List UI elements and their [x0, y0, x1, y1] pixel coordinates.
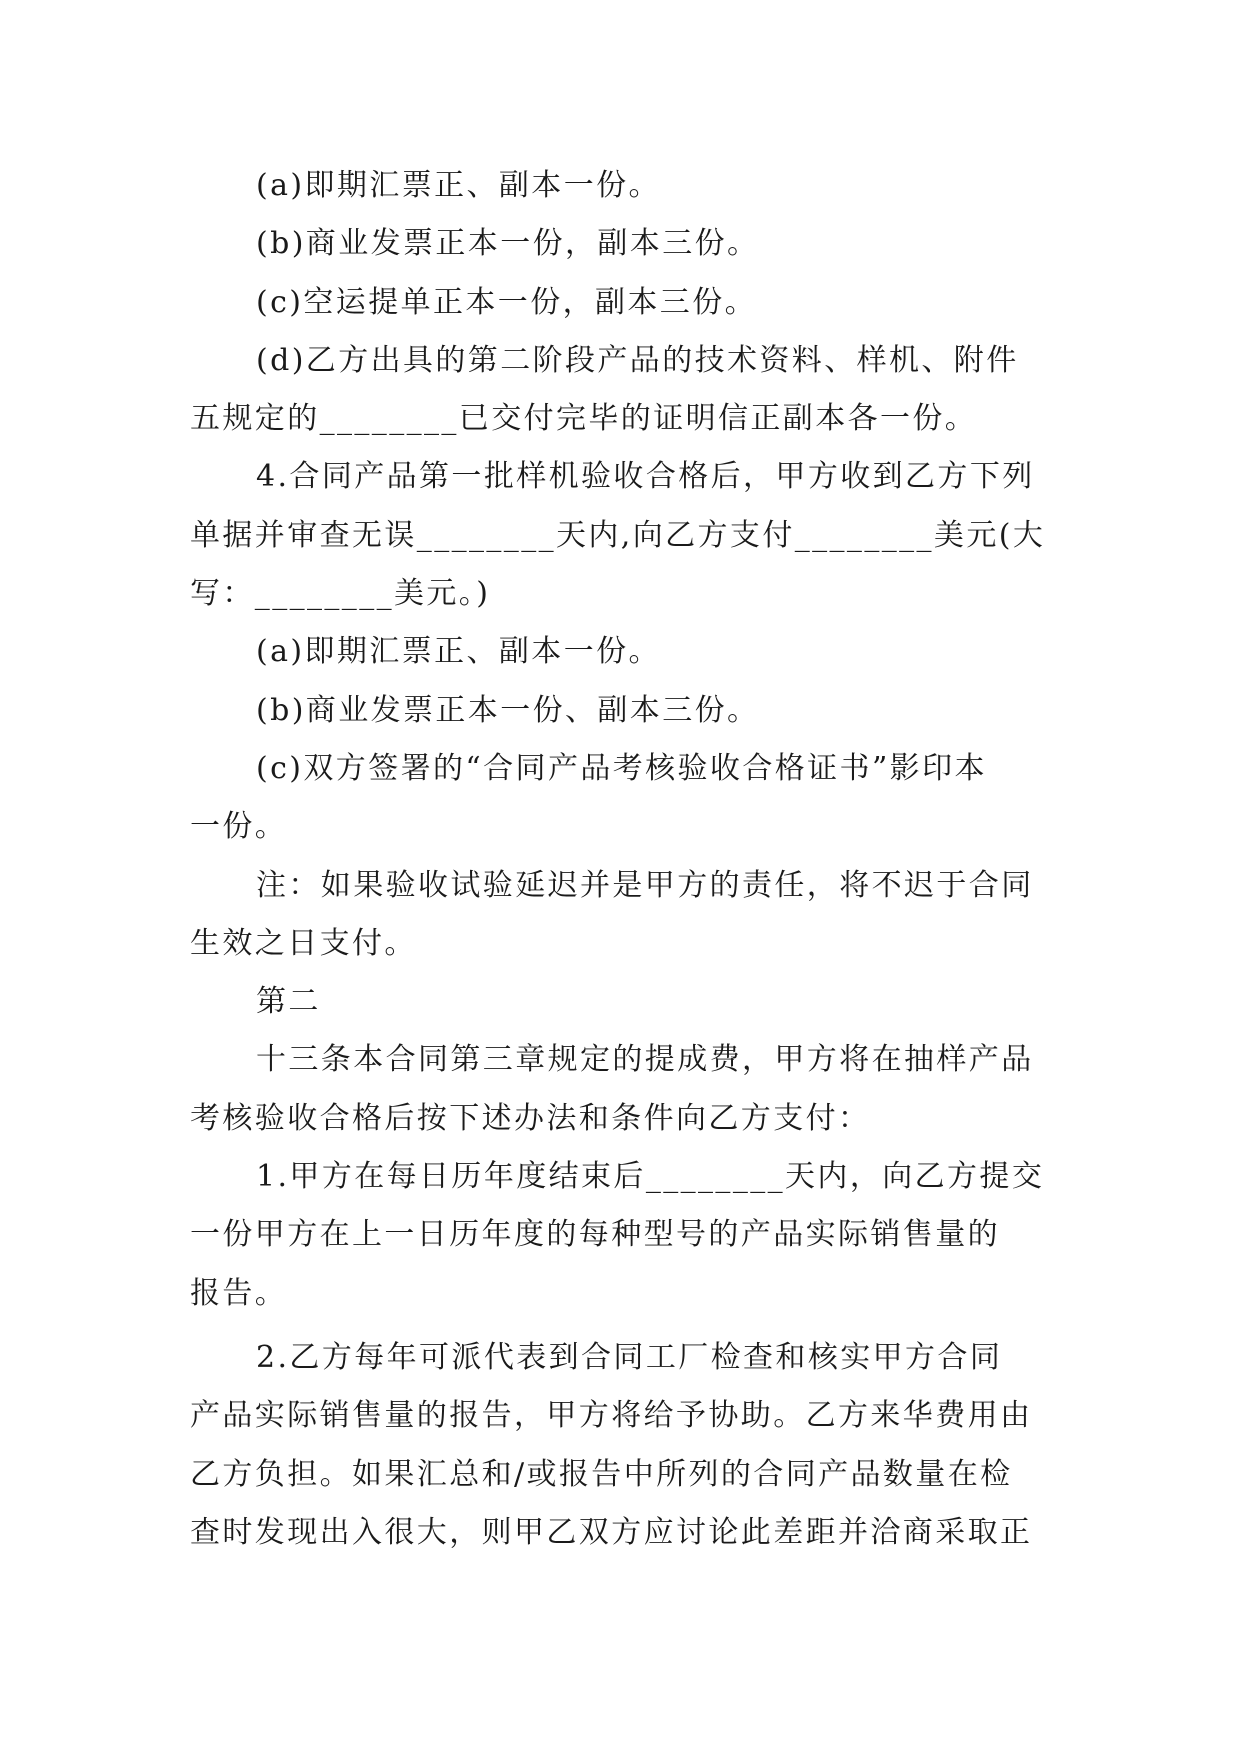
clause-4-continuation: 单据并审查无误________天内,向乙方支付________美元(大	[190, 517, 1046, 553]
article-23-item-2-line-2: 产品实际销售量的报告，甲方将给予协助。乙方来华费用由	[190, 1398, 1033, 1434]
item-a-bill-of-exchange: (a)即期汇票正、副本一份。	[256, 168, 661, 203]
note-continuation: 生效之日支付。	[190, 925, 417, 961]
clause-4-item-c-continuation: 一份。	[190, 809, 288, 845]
clause-4-item-c: (c)双方签署的“合同产品考核验收合格证书”影印本	[256, 750, 987, 786]
item-d-technical-docs: (d)乙方出具的第二阶段产品的技术资料、样机、附件	[256, 342, 1019, 378]
article-23-item-1-line-3: 报告。	[190, 1275, 288, 1311]
item-b-commercial-invoice: (b)商业发票正本一份，副本三份。	[256, 226, 760, 262]
clause-4-item-a: (a)即期汇票正、副本一份。	[256, 634, 661, 670]
document-body	[190, 157, 1050, 1562]
article-23-item-2-line-3: 乙方负担。如果汇总和/或报告中所列的合同产品数量在检	[190, 1456, 1013, 1492]
clause-4-item-b: (b)商业发票正本一份、副本三份。	[256, 692, 760, 728]
article-23-item-2-line-4: 查时发现出入很大，则甲乙双方应讨论此差距并洽商采取正	[190, 1514, 1033, 1550]
note-paragraph: 注：如果验收试验延迟并是甲方的责任，将不迟于合同	[256, 867, 1034, 903]
article-23-paragraph: 十三条本合同第三章规定的提成费，甲方将在抽样产品	[256, 1042, 1034, 1078]
article-23-item-1: 1.甲方在每日历年度结束后________天内，向乙方提交	[256, 1159, 1045, 1195]
article-23-item-1-line-2: 一份甲方在上一日历年度的每种型号的产品实际销售量的	[190, 1217, 1000, 1253]
article-23-continuation: 考核验收合格后按下述办法和条件向乙方支付：	[190, 1100, 871, 1136]
clause-4: 4.合同产品第一批样机验收合格后，甲方收到乙方下列	[256, 459, 1035, 495]
item-c-air-waybill: (c)空运提单正本一份，副本三份。	[256, 284, 758, 320]
article-23-item-2: 2.乙方每年可派代表到合同工厂检查和核实甲方合同	[256, 1339, 1003, 1375]
clause-4-amount-words: 写：________美元。)	[190, 576, 491, 612]
item-d-continuation: 五规定的________已交付完毕的证明信正副本各一份。	[190, 401, 978, 437]
article-heading: 第二	[256, 984, 321, 1020]
